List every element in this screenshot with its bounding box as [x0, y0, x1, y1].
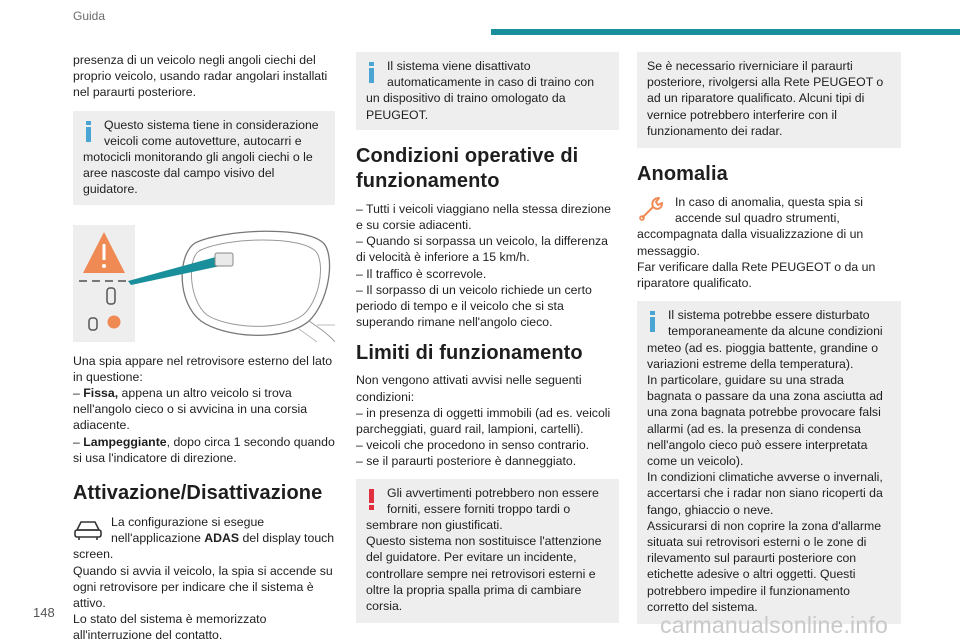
info-note-towing — [356, 52, 619, 130]
limit-item: – se il paraurti posteriore è danneggiato. — [356, 454, 577, 469]
repaint-note-text: Se è necessario riverniciare il paraurti posteriore, rivolgersi alla Rete PEUGEOT o ad un riparatore qualificato. Alcuni tipi di vernice potrebbero interferire con il funzionamento dei radar. — [647, 59, 884, 138]
column-middle — [356, 52, 619, 623]
heading-limits: Limiti di funzionamento — [356, 342, 583, 365]
activation-block — [73, 514, 335, 563]
repaint-note — [637, 52, 901, 148]
header-accent-bar — [491, 29, 960, 35]
warning-note — [356, 479, 619, 624]
column-right — [637, 52, 901, 624]
warning-text-2: Questo sistema non sostituisce l'attenzione del guidatore. Per evitare un incidente, controllare sempre nei retrovisori esterni e oltre la propria spalla prima di cambiare corsia. — [366, 534, 602, 614]
warning-text-1: Gli avvertimenti potrebbero non essere forniti, essere forniti troppo tardi o sembrare non giustificati. — [366, 485, 599, 533]
limits-list — [356, 372, 619, 469]
info-icon — [366, 62, 378, 84]
limit-item: – veicoli che procedono in senso contrario. — [356, 438, 590, 453]
heading-anomaly: Anomalia — [637, 163, 728, 186]
heading-conditions: Condizioni operative di funzionamento — [356, 144, 579, 192]
page-number: 148 — [33, 605, 55, 620]
condition-item: – Tutti i veicoli viaggiano nella stessa direzione e su corsie adiacenti. — [356, 201, 611, 233]
condition-item: – Quando si sorpassa un veicolo, la differenza di velocità è inferiore a 15 km/h. — [356, 234, 609, 265]
mirror-item-blinking: – Lampeggiante, dopo circa 1 secondo quando si usa l'indicatore di direzione. — [73, 434, 335, 465]
interference-text-3: In condizioni climatiche avverse o invernali, accertarsi che i radar non siano ricoperti da fango, ghiaccio o neve. — [647, 470, 883, 517]
intro-text: presenza di un veicolo negli angoli ciechi del proprio veicolo, usando radar angolari installati nel paraurti posteriore. — [73, 53, 328, 100]
condition-item: – Il traffico è scorrevole. — [356, 266, 487, 281]
towing-note-text: Il sistema viene disattivato automaticamente in caso di traino con un dispositivo di traino omologato da PEUGEOT. — [366, 59, 595, 122]
info-icon — [83, 121, 95, 143]
activation-text-3: Lo stato del sistema è memorizzato all'interruzione del contatto. — [73, 612, 267, 640]
conditions-list — [356, 201, 619, 331]
interference-text-1: Il sistema potrebbe essere disturbato temporaneamente da alcune condizioni meteo (ad es. pioggia battente, grandine o variazioni estreme della temperatura). — [647, 308, 883, 371]
watermark: carmanualsonline.info — [660, 612, 888, 638]
limits-intro: Non vengono attivati avvisi nelle seguenti condizioni: — [356, 373, 582, 404]
mirror-item-fixed: – Fissa, appena un altro veicolo si trova nell'angolo cieco o si avvicina in una corsia adiacente. — [73, 386, 308, 433]
limit-item: – in presenza di oggetti immobili (ad es. veicoli parcheggiati, guard rail, lampioni, cartelli). — [356, 405, 611, 437]
activation-text-2: Quando si avvia il veicolo, la spia si accende su ogni retrovisore per indicare che il sistema è attivo. — [73, 563, 333, 611]
anomaly-block — [637, 194, 901, 259]
heading-activation: Attivazione/Disattivazione — [73, 482, 323, 505]
section-title: Guida — [73, 9, 106, 23]
side-mirror-drawing — [182, 231, 335, 342]
interference-text-4: Assicurarsi di non coprire la zona d'allarme situata sui retrovisori esterni o le zone di rilevamento sul paraurti posteriore con etichette adesive o altri oggetti. Questi potrebbero impedire il funzionamento corretto del sistema. — [647, 518, 882, 614]
activation-text-1: La configurazione si esegue nell'applicazione ADAS del display touch screen. — [73, 515, 335, 562]
anomaly-text-2: Far verificare dalla Rete PEUGEOT o da un riparatore qualificato. — [637, 259, 876, 291]
interference-note — [637, 301, 901, 624]
info-note-text: Questo sistema tiene in considerazione veicoli come autovetture, autocarri e motocicli monitorando gli angoli ciechi o le aree nascoste dal campo visivo del guidatore. — [83, 117, 319, 197]
mirror-illustration — [73, 225, 335, 343]
mirror-warning-svg — [73, 225, 335, 343]
condition-item: – Il sorpasso di un veicolo richiede un certo periodo di tempo e il veicolo che si sta superando rimane nell'angolo cieco. — [356, 282, 592, 330]
column-left — [73, 52, 335, 640]
anomaly-text-1: In caso di anomalia, questa spia si accende sul quadro strumenti, accompagnata dalla visualizzazione di un messaggio. — [637, 195, 864, 258]
page-header — [0, 0, 960, 40]
interference-text-2: In particolare, guidare su una strada bagnata o passare da una zona asciutta ad una zona bagnata potrebbe provocare falsi allarmi (ad es. la presenza di condensa nell'angolo cieco può essere interpretata come un veicolo). — [647, 373, 883, 469]
warning-icon — [366, 489, 378, 511]
mirror-lead: Una spia appare nel retrovisore esterno del lato in questione: — [73, 353, 333, 384]
car-front-icon — [73, 516, 103, 542]
info-note — [73, 111, 335, 205]
wrench-icon — [637, 196, 667, 222]
info-icon — [647, 311, 659, 333]
